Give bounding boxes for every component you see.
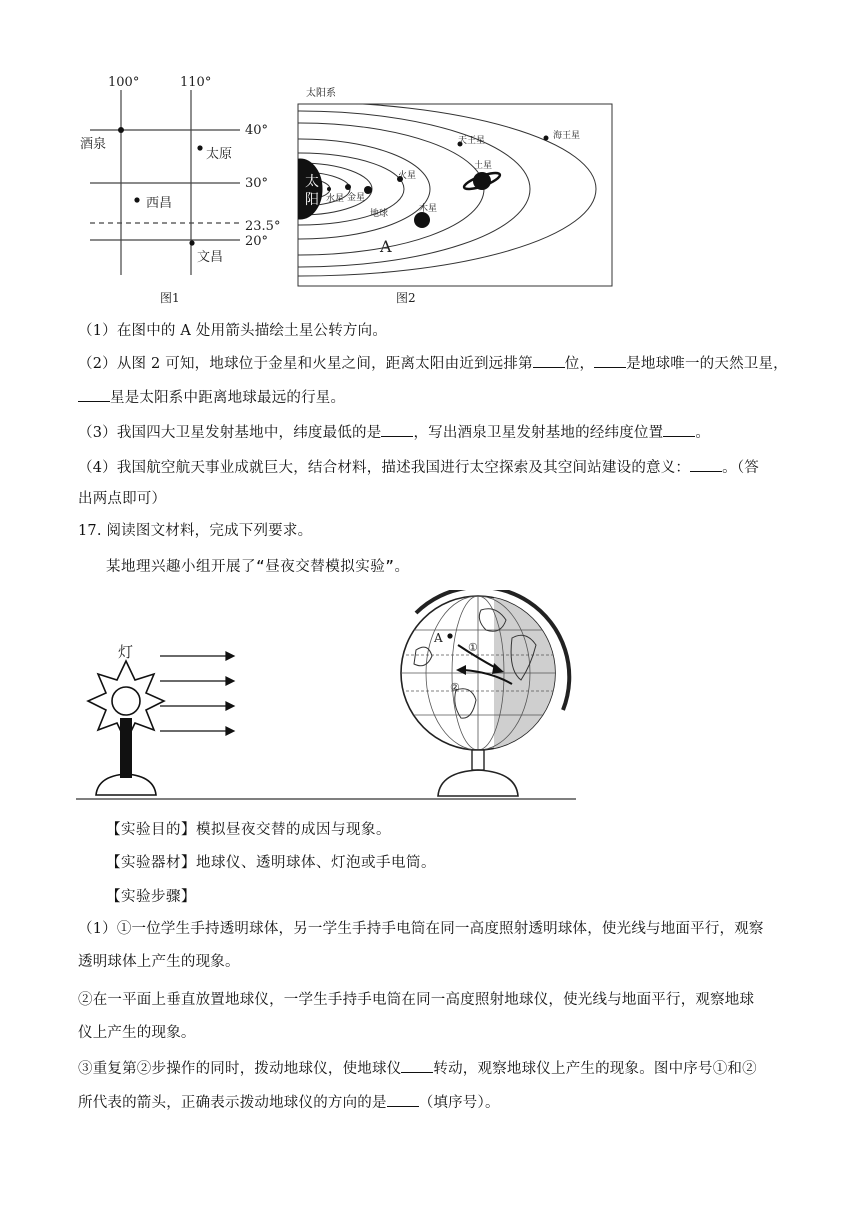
lamp-label: 灯 — [118, 643, 134, 661]
step-1-cont: 透明球体上产生的现象。 — [78, 954, 240, 970]
planet-jupiter — [414, 212, 430, 228]
question-4-cont: 出两点即可） — [78, 491, 167, 507]
label-mercury: 水星 — [326, 194, 345, 204]
label-jupiter: 木星 — [419, 204, 438, 214]
label-earth: 地球 — [370, 209, 389, 219]
step-2-cont: 仪上产生的现象。 — [78, 1025, 196, 1041]
experiment-purpose: 【实验目的】模拟昼夜交替的成因与现象。 — [106, 822, 391, 838]
place-xichang: 西昌 — [146, 196, 173, 211]
lat-label-40: 40° — [245, 123, 269, 138]
step-3-cont: 所代表的箭头，正确表示拨动地球仪的方向的是 （填序号）。 — [78, 1088, 790, 1119]
experiment-intro: 某地理兴趣小组开展了“昼夜交替模拟实验”。 — [106, 559, 410, 575]
taiyuan-dot — [197, 145, 202, 150]
light-rays — [160, 652, 234, 735]
planet-neptune — [544, 136, 549, 141]
sun-label-2: 阳 — [305, 192, 319, 208]
answer-blank[interactable] — [401, 1058, 433, 1073]
question-2: （2）从图 2 可知，地球位于金星和火星之间，距离太阳由近到远排第 位， 是地球唯一的天然卫星， — [78, 349, 790, 380]
marker-a: A — [380, 237, 392, 256]
lon-label-100: 100° — [108, 75, 140, 90]
planet-earth — [364, 186, 372, 194]
arrow-label-1: ① — [468, 641, 478, 654]
question-2-cont: 星是太阳系中距离地球最远的行星。 — [78, 383, 790, 414]
xichang-dot — [134, 197, 139, 202]
question-4: （4）我国航空航天事业成就巨大，结合材料，描述我国进行太空探索及其空间站建设的意义： 。（答 — [78, 453, 790, 484]
question-3: （3）我国四大卫星发射基地中，纬度最低的是 ，写出酒泉卫星发射基地的经纬度位置 。 — [78, 418, 790, 449]
label-mars: 火星 — [398, 171, 417, 181]
place-jiuquan: 酒泉 — [80, 137, 107, 152]
question-1: （1）在图中的 A 处用箭头描绘土星公转方向。 — [78, 323, 388, 339]
label-saturn: 土星 — [474, 161, 493, 171]
planet-venus — [345, 184, 351, 190]
step-3: ③重复第②步操作的同时，拨动地球仪，使地球仪 转动，观察地球仪上产生的现象。图中序号①和② — [78, 1054, 790, 1085]
lat-label-20: 20° — [245, 234, 269, 249]
sun-label-1: 太 — [305, 174, 319, 190]
step-1: （1）①一位学生手持透明球体，另一学生手持手电筒在同一高度照射透明球体，使光线与地面平行，观察 — [78, 921, 764, 937]
figure-1-map — [80, 70, 290, 305]
jiuquan-dot — [118, 127, 124, 133]
figure-2-solar-system — [296, 82, 616, 310]
answer-blank[interactable] — [663, 422, 695, 437]
figure-2-caption: 图2 — [396, 291, 416, 305]
globe-point-a — [447, 633, 452, 638]
label-uranus: 天王星 — [458, 136, 486, 146]
label-venus: 金星 — [347, 193, 366, 203]
lon-label-110: 110° — [180, 75, 212, 90]
answer-blank[interactable] — [387, 1092, 419, 1107]
figure-1-caption: 图1 — [160, 291, 180, 305]
arrow-label-2: ② — [450, 681, 460, 694]
orbit-uranus — [296, 111, 530, 267]
question-17: 17. 阅读图文材料，完成下列要求。 — [78, 523, 313, 539]
orbit-saturn — [296, 123, 484, 255]
answer-blank[interactable] — [690, 457, 722, 472]
answer-blank[interactable] — [594, 353, 626, 368]
solar-system-title: 太阳系 — [306, 88, 336, 99]
experiment-figure — [76, 590, 578, 804]
lat-label-23-5: 23.5° — [245, 219, 281, 234]
globe-base — [438, 770, 518, 796]
globe-marker-a: A — [434, 631, 443, 645]
wenchang-dot — [189, 240, 194, 245]
place-wenchang: 文昌 — [197, 250, 224, 265]
globe-stand — [472, 750, 484, 770]
answer-blank[interactable] — [78, 387, 110, 402]
answer-blank[interactable] — [533, 353, 565, 368]
experiment-steps-title: 【实验步骤】 — [106, 889, 196, 905]
planet-mercury — [327, 187, 331, 191]
orbit-neptune — [296, 102, 596, 276]
place-taiyuan: 太原 — [206, 147, 233, 162]
answer-blank[interactable] — [381, 422, 413, 437]
experiment-materials: 【实验器材】地球仪、透明球体、灯泡或手电筒。 — [106, 855, 436, 871]
lat-label-30: 30° — [245, 176, 269, 191]
lamp-post — [120, 718, 132, 778]
label-neptune: 海王星 — [553, 131, 581, 141]
step-2: ②在一平面上垂直放置地球仪，一学生手持手电筒在同一高度照射地球仪，使光线与地面平行，观察地球 — [78, 992, 755, 1008]
